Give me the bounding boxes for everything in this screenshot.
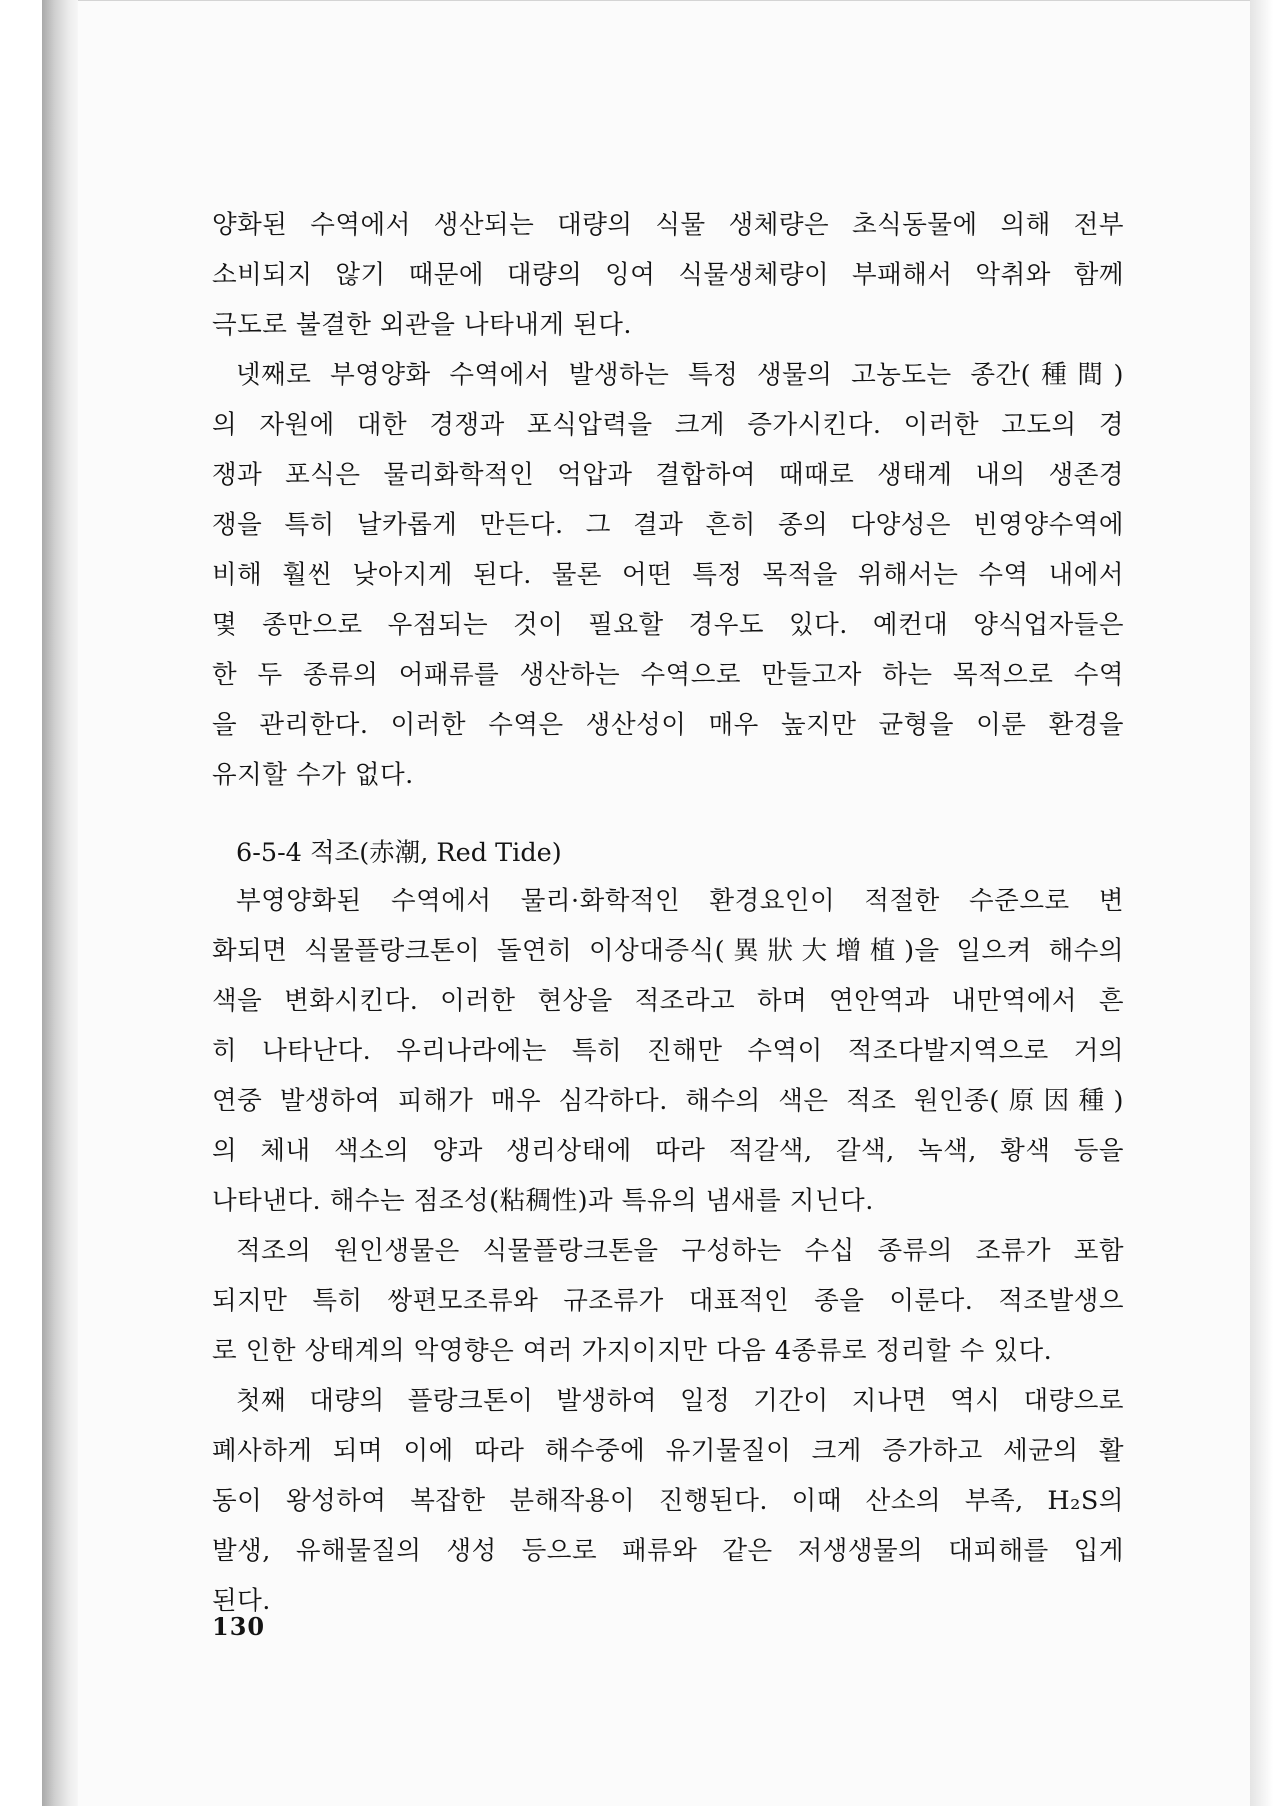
text-line: 의 체내 색소의 양과 생리상태에 따라 적갈색, 갈색, 녹색, 황색 등을 [212, 1136, 1124, 1166]
text-line: 적조의 원인생물은 식물플랑크톤을 구성하는 수십 종류의 조류가 포함 [236, 1236, 1124, 1266]
text-line: 첫째 대량의 플랑크톤이 발생하여 일정 기간이 지나면 역시 대량으로 [236, 1386, 1124, 1416]
paragraph-first-effect [212, 1376, 1124, 1626]
text-line: 발생, 유해물질의 생성 등으로 패류와 같은 저생생물의 대피해를 입게 [212, 1536, 1124, 1566]
paragraph-fourth-point [212, 350, 1124, 800]
section-heading: 6-5-4 적조(赤潮, Red Tide) [236, 838, 562, 868]
page-number: 130 [212, 1612, 266, 1641]
paragraph-causative-organisms [212, 1226, 1124, 1376]
page-shadow [1250, 0, 1273, 1806]
text-line: 쟁과 포식은 물리화학적인 억압과 결합하여 때때로 생태계 내의 생존경 [212, 460, 1124, 490]
text-line: 연중 발생하여 피해가 매우 심각하다. 해수의 색은 적조 원인종(原因種) [212, 1086, 1124, 1116]
text-line: 을 관리한다. 이러한 수역은 생산성이 매우 높지만 균형을 이룬 환경을 [212, 710, 1124, 740]
paragraph-continued [212, 200, 1124, 350]
text-line: 양화된 수역에서 생산되는 대량의 식물 생체량은 초식동물에 의해 전부 [212, 210, 1124, 240]
text-line: 로 인한 상태계의 악영향은 여러 가지이지만 다음 4종류로 정리할 수 있다. [212, 1336, 1053, 1366]
text-line: 폐사하게 되며 이에 따라 해수중에 유기물질이 크게 증가하고 세균의 활 [212, 1436, 1124, 1466]
text-line: 극도로 불결한 외관을 나타내게 된다. [212, 310, 633, 340]
text-line: 나타낸다. 해수는 점조성(粘稠性)과 특유의 냄새를 지닌다. [212, 1186, 874, 1216]
text-line: 의 자원에 대한 경쟁과 포식압력을 크게 증가시킨다. 이러한 고도의 경 [212, 410, 1124, 440]
text-line: 된다. [212, 1586, 271, 1616]
text-line: 부영양화된 수역에서 물리·화학적인 환경요인이 적절한 수준으로 변 [236, 886, 1124, 916]
paragraph-red-tide-intro [212, 876, 1124, 1226]
text-line: 소비되지 않기 때문에 대량의 잉여 식물생체량이 부패해서 악취와 함께 [212, 260, 1124, 290]
text-line: 화되면 식물플랑크톤이 돌연히 이상대증식(異狀大增植)을 일으켜 해수의 [212, 936, 1124, 966]
text-line: 유지할 수가 없다. [212, 760, 414, 790]
text-line: 동이 왕성하여 복잡한 분해작용이 진행된다. 이때 산소의 부족, H₂S의 [212, 1486, 1124, 1516]
page-stack-edge [42, 0, 79, 1806]
text-line: 한 두 종류의 어패류를 생산하는 수역으로 만들고자 하는 목적으로 수역 [212, 660, 1124, 690]
text-line: 넷째로 부영양화 수역에서 발생하는 특정 생물의 고농도는 종간(種間) [236, 360, 1124, 390]
text-line: 되지만 특히 쌍편모조류와 규조류가 대표적인 종을 이룬다. 적조발생으 [212, 1286, 1124, 1316]
text-line: 색을 변화시킨다. 이러한 현상을 적조라고 하며 연안역과 내만역에서 흔 [212, 986, 1124, 1016]
text-line: 몇 종만으로 우점되는 것이 필요할 경우도 있다. 예컨대 양식업자들은 [212, 610, 1124, 640]
text-line: 쟁을 특히 날카롭게 만든다. 그 결과 흔히 종의 다양성은 빈영양수역에 [212, 510, 1124, 540]
text-line: 비해 훨씬 낮아지게 된다. 물론 어떤 특정 목적을 위해서는 수역 내에서 [212, 560, 1124, 590]
text-line: 히 나타난다. 우리나라에는 특히 진해만 수역이 적조다발지역으로 거의 [212, 1036, 1124, 1066]
